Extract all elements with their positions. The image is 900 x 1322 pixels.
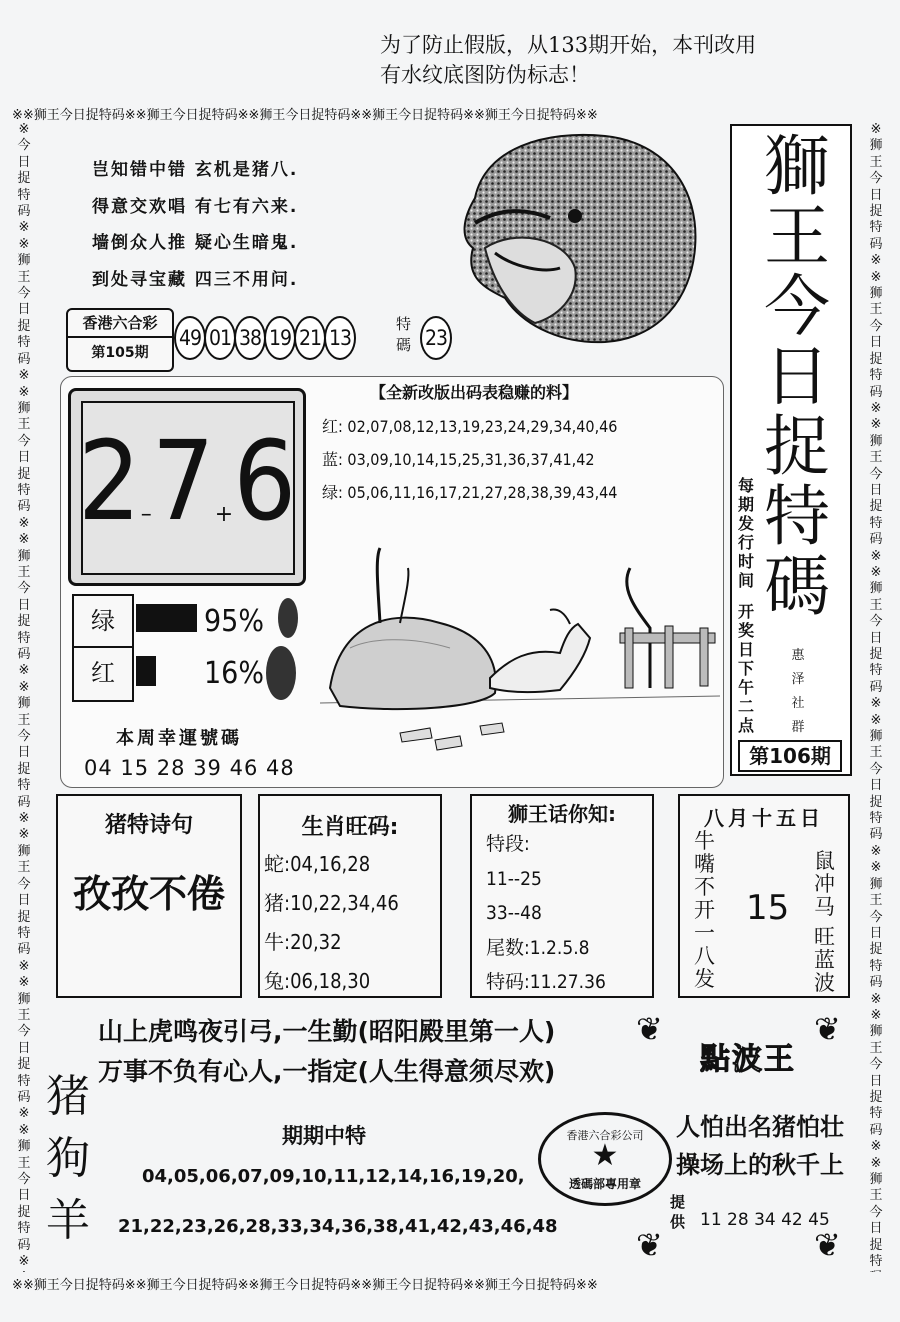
zodiac-row: 兔:06,18,30: [264, 969, 371, 993]
poem-line: 到处寻宝藏 四三不用问.: [92, 269, 299, 290]
chart-table-rows: [322, 410, 617, 509]
title-char: 特: [764, 478, 830, 555]
anti-fake-notice: [380, 30, 756, 90]
date-box: [678, 794, 850, 998]
date-title: 八月十五日: [704, 806, 824, 830]
big-code: [71, 417, 303, 545]
date-right-column-2: 旺蓝波: [814, 925, 835, 995]
code-digit: 6: [233, 417, 297, 545]
publisher-char: 泽: [791, 672, 805, 687]
company-stamp: [538, 1112, 672, 1206]
bottom-border-text: ※※狮王今日捉特码※※狮王今日捉特码※※狮王今日捉特码※※狮王今日捉特码※※狮王今日捉特码※※: [12, 1278, 598, 1293]
ornament-icon: ❦: [636, 1226, 663, 1264]
ornament-icon: ❦: [814, 1226, 841, 1264]
chart-table-title: 【全新改版出码表稳赚的料】: [370, 383, 579, 402]
goat-rock-illustration: [320, 528, 720, 758]
title-char: 捉: [764, 408, 830, 485]
bar-label-green: 绿: [74, 596, 132, 648]
chart-row-red: 红: 02,07,08,12,13,19,23,24,29,34,40,46: [322, 417, 618, 436]
green-oval: [278, 598, 298, 638]
lion-head-illustration: [455, 128, 705, 346]
bar-label-red: 红: [91, 659, 115, 687]
top-border-text: ※※狮王今日捉特码※※狮王今日捉特码※※狮王今日捉特码※※狮王今日捉特码※※狮王今日捉特码※※: [12, 108, 598, 123]
result-ball: 49: [174, 316, 206, 360]
zodiac-title: 生肖旺码:: [301, 815, 399, 840]
notice-line-1: 为了防止假版，从133期开始，本刊改用: [380, 33, 757, 57]
stamp-bottom-text: 透碼部專用章: [568, 1177, 641, 1191]
chart-row-blue: 蓝: 03,09,10,14,15,25,31,36,37,41,42: [322, 450, 595, 469]
bar-green-percent: 95%: [204, 604, 264, 639]
title-char: 日: [764, 338, 830, 415]
issue-number: 第106期: [738, 740, 842, 772]
code-operator: –: [140, 502, 152, 527]
title-char: 王: [764, 198, 830, 275]
pig-poem-box: [56, 794, 242, 998]
lion-says-row: 11--25: [486, 867, 542, 890]
lion-says-row: 33--48: [486, 902, 542, 924]
bar-green: [136, 604, 197, 632]
ornament-icon: ❦: [814, 1010, 841, 1048]
proverb-line: 操场上的秋千上: [676, 1151, 844, 1179]
zodiac-row: 猪:10,22,34,46: [264, 891, 399, 915]
chart-row-green: 绿: 05,06,11,16,17,21,27,28,38,39,43,44: [322, 483, 618, 502]
zodiac-box: [258, 794, 442, 998]
proverb: [676, 1108, 844, 1184]
left-border-text: ※今日捉特码※※狮王今日捉特码※※狮王今日捉特码※※狮王今日捉特码※※狮王今日捉特码※※狮王今日捉特码※※狮王今日捉特码※※狮王今日捉特码※: [17, 122, 31, 1270]
result-ball: 01: [204, 316, 236, 360]
verses: [98, 1012, 555, 1092]
poem-line: 岂知错中错 玄机是猪八.: [92, 160, 299, 180]
provide-numbers: 11 28 34 42 45: [700, 1210, 830, 1230]
schedule-text-1: 每期发行时间: [738, 476, 755, 590]
animal-char: 羊: [46, 1195, 90, 1246]
zodiac-row: 蛇:04,16,28: [264, 852, 371, 876]
publisher: [790, 644, 806, 740]
animals: [46, 1066, 90, 1252]
lucky-numbers: 04 15 28 39 46 48: [84, 756, 295, 780]
date-left-column: 牛嘴不开一八发: [694, 829, 715, 991]
sticker-text: 點波王: [700, 1042, 796, 1077]
result-label: 香港六合彩: [68, 310, 172, 338]
lion-says-row: 尾数:1.2.5.8: [486, 936, 590, 959]
pig-poem-body: 孜孜不倦: [72, 872, 225, 916]
animal-char: 猪: [46, 1071, 90, 1122]
result-issue: 第105期: [91, 345, 149, 361]
publisher-char: 惠: [791, 648, 805, 663]
star-icon: ★: [591, 1138, 619, 1173]
code-operator: +: [214, 502, 234, 527]
date-center-number: 15: [746, 888, 790, 928]
proverb-line: 人怕出名猪怕壮: [676, 1113, 844, 1141]
ornament-icon: ❦: [636, 1010, 663, 1048]
color-bars-box: [72, 594, 134, 702]
zodiac-rows: [264, 845, 440, 1001]
animal-char: 狗: [46, 1133, 90, 1184]
lion-says-row: 特段:: [486, 833, 530, 855]
pig-poem-title: 猪特诗句: [104, 813, 193, 838]
lion-says-rows: [486, 827, 652, 1000]
notice-line-2: 有水纹底图防伪标志！: [380, 63, 590, 87]
title-char: 今: [764, 268, 830, 345]
special-ball: 23: [420, 316, 452, 360]
red-oval: [266, 646, 296, 700]
lion-says-row: 特码:11.27.36: [486, 971, 606, 993]
title-chars: [762, 128, 832, 625]
result-ball: 38: [234, 316, 266, 360]
every-issue-title: 期期中特: [282, 1124, 366, 1148]
bar-red: [136, 656, 156, 686]
poem: [92, 152, 298, 298]
lion-says-title: 狮王话你知:: [508, 802, 616, 826]
result-ball: 13: [324, 316, 356, 360]
poem-line: 得意交欢唱 有七有六来.: [92, 196, 299, 217]
lucky-title: 本周幸運號碼: [116, 728, 242, 749]
special-label: 特碼: [396, 315, 412, 354]
title-char: 碼: [764, 548, 830, 625]
code-digit: 7: [151, 417, 215, 545]
result-ball: 21: [294, 316, 326, 360]
stamp-top-text: 香港六合彩公司: [566, 1129, 644, 1142]
schedule-text-2: 开奖日下午二点: [738, 602, 755, 735]
title-panel: [730, 124, 852, 776]
result-label-box: [66, 308, 174, 372]
publisher-char: 社: [791, 696, 805, 711]
publisher-char: 群: [791, 720, 805, 735]
right-border-text: ※狮王今日捉特码※※狮王今日捉特码※※狮王今日捉特码※※狮王今日捉特码※※狮王今日捉特码※※狮王今日捉特码※※狮王今日捉特码※※狮王今日捉特: [869, 122, 883, 1270]
poem-line: 墙倒众人推 疑心生暗鬼.: [92, 233, 299, 253]
date-right-column-1: 鼠冲马: [814, 849, 835, 919]
result-balls: [174, 316, 354, 360]
every-issue-line-1: 04,05,06,07,09,10,11,12,14,16,19,20,: [142, 1166, 525, 1187]
title-char: 獅: [764, 128, 830, 205]
bar-red-percent: 16%: [204, 656, 264, 691]
lion-says-box: [470, 794, 654, 998]
code-digit: 2: [77, 417, 141, 545]
every-issue-line-2: 21,22,23,26,28,33,34,36,38,41,42,43,46,48: [118, 1216, 558, 1237]
result-ball: 19: [264, 316, 296, 360]
verse-line: 山上虎鸣夜引弓,一生勤(昭阳殿里第一人): [98, 1017, 556, 1046]
verse-line: 万事不负有心人,一指定(人生得意须尽欢): [98, 1057, 556, 1086]
zodiac-row: 牛:20,32: [264, 930, 342, 954]
big-code-box: [68, 388, 306, 586]
provide-label: 提供: [670, 1193, 686, 1231]
